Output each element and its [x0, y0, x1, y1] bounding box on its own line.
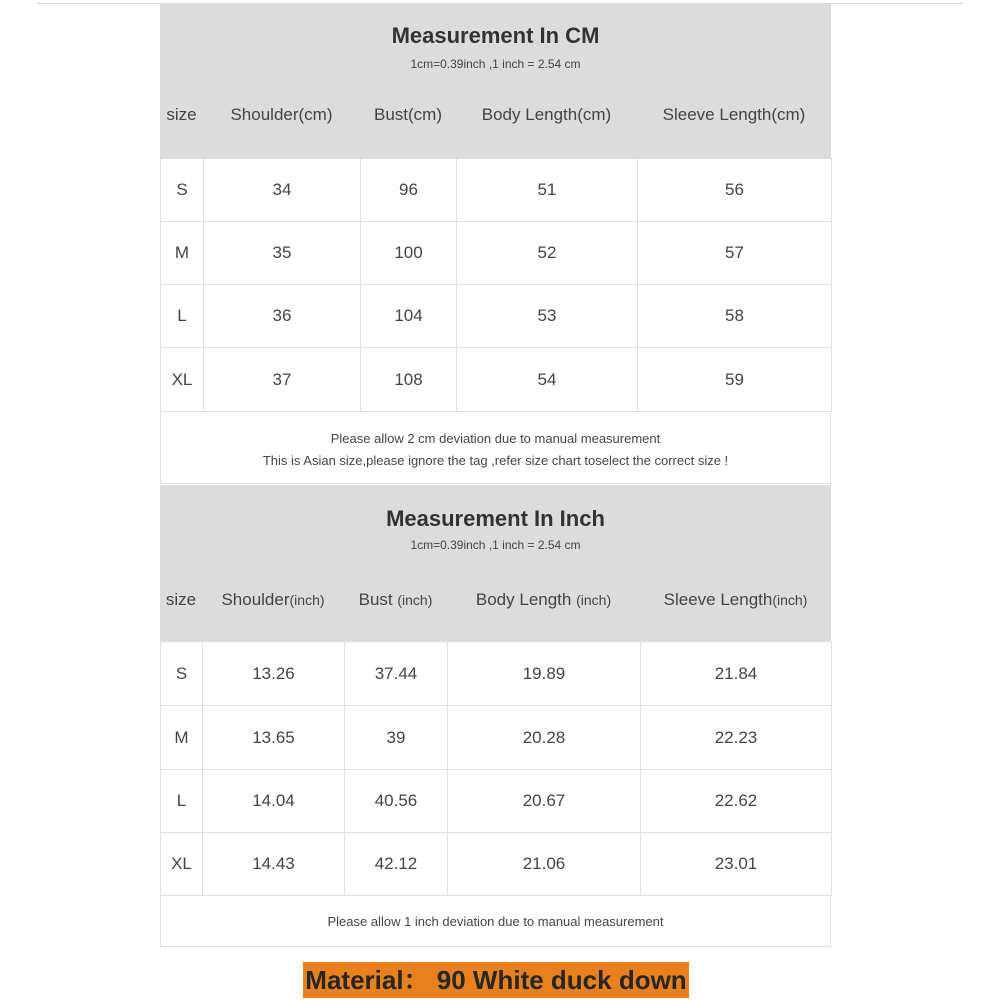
- cm-cell-shoulder: 37: [204, 348, 361, 412]
- cm-header-shoulder: Shoulder(cm): [230, 105, 333, 124]
- inch-header-bust-label: Bust: [358, 590, 398, 609]
- inch-cell-body-length: 20.67: [448, 770, 641, 833]
- material-banner: Material： 90 White duck down: [303, 962, 689, 998]
- inch-header-bust-unit: (inch): [397, 592, 433, 608]
- cm-cell-size: XL: [161, 348, 204, 412]
- inch-cell-size: XL: [161, 833, 203, 896]
- inch-header-body-length-unit: (inch): [576, 592, 612, 608]
- cm-header-size: size: [166, 105, 197, 124]
- cm-cell-size: S: [161, 159, 204, 222]
- inch-header-shoulder-unit: (inch): [289, 592, 325, 608]
- inch-cell-body-length: 19.89: [448, 642, 641, 706]
- inch-cell-bust: 39: [345, 706, 448, 770]
- table-row: [161, 159, 832, 222]
- table-row: [161, 770, 832, 833]
- inch-note-deviation: Please allow 1 inch deviation due to manual measurement: [327, 914, 664, 929]
- inch-header-body-length-label: Body Length: [475, 590, 577, 609]
- inch-cell-sleeve-length: 23.01: [641, 833, 832, 896]
- cm-header: [160, 4, 831, 158]
- cm-subtitle: 1cm=0.39inch ,1 inch = 2.54 cm: [410, 57, 581, 71]
- inch-header-shoulder: [202, 590, 344, 610]
- cm-cell-sleeve-length: 56: [638, 159, 832, 222]
- inch-title: Measurement In Inch: [386, 506, 605, 531]
- cm-cell-body-length: 51: [457, 159, 638, 222]
- cm-cell-shoulder: 34: [204, 159, 361, 222]
- cm-cell-bust: 100: [361, 222, 457, 285]
- inch-cell-shoulder: 14.43: [203, 833, 345, 896]
- inch-header-size-label: size: [165, 590, 197, 609]
- cm-cell-size: M: [161, 222, 204, 285]
- inch-cell-bust: 42.12: [345, 833, 448, 896]
- inch-cell-shoulder: 13.26: [203, 642, 345, 706]
- cm-header-body-length: Body Length(cm): [481, 105, 612, 124]
- cm-cell-shoulder: 36: [204, 285, 361, 348]
- inch-header-sleeve-length-label: Sleeve Length: [663, 590, 773, 609]
- cm-cell-size: L: [161, 285, 204, 348]
- cm-title: Measurement In CM: [391, 23, 600, 48]
- inch-column-headers: [160, 585, 831, 615]
- inch-header-size: [160, 590, 202, 610]
- table-row: [161, 222, 832, 285]
- cm-cell-sleeve-length: 58: [638, 285, 832, 348]
- inch-cell-sleeve-length: 21.84: [641, 642, 832, 706]
- inch-cell-sleeve-length: 22.23: [641, 706, 832, 770]
- inch-cell-bust: 37.44: [345, 642, 448, 706]
- table-row: [161, 706, 832, 770]
- cm-header-sleeve-length: Sleeve Length(cm): [662, 105, 806, 124]
- cm-note-asian-size: This is Asian size,please ignore the tag ,refer size chart toselect the correct size !: [262, 453, 729, 468]
- inch-note: [160, 896, 831, 947]
- inch-header-sleeve-length-unit: (inch): [772, 592, 808, 608]
- inch-header-body-length: [447, 590, 640, 610]
- cm-cell-sleeve-length: 57: [638, 222, 832, 285]
- cm-size-chart: [160, 4, 831, 484]
- inch-header: [160, 485, 831, 641]
- inch-cell-body-length: 20.28: [448, 706, 641, 770]
- cm-cell-body-length: 54: [457, 348, 638, 412]
- inch-cell-sleeve-length: 22.62: [641, 770, 832, 833]
- inch-cell-shoulder: 13.65: [203, 706, 345, 770]
- inch-cell-size: M: [161, 706, 203, 770]
- inch-header-sleeve-length: [640, 590, 831, 610]
- cm-cell-bust: 96: [361, 159, 457, 222]
- cm-note: [160, 412, 831, 484]
- cm-cell-bust: 104: [361, 285, 457, 348]
- cm-note-deviation: Please allow 2 cm deviation due to manual measurement: [330, 431, 661, 446]
- cm-cell-sleeve-length: 59: [638, 348, 832, 412]
- table-row: [161, 285, 832, 348]
- cm-column-headers: [160, 100, 831, 130]
- table-row: [161, 833, 832, 896]
- cm-table: [160, 158, 832, 412]
- cm-cell-bust: 108: [361, 348, 457, 412]
- inch-cell-shoulder: 14.04: [203, 770, 345, 833]
- cm-cell-shoulder: 35: [204, 222, 361, 285]
- inch-header-bust: [344, 590, 447, 610]
- table-row: [161, 348, 832, 412]
- inch-subtitle: 1cm=0.39inch ,1 inch = 2.54 cm: [410, 538, 581, 552]
- inch-cell-size: L: [161, 770, 203, 833]
- inch-header-shoulder-label: Shoulder: [221, 590, 290, 609]
- inch-cell-bust: 40.56: [345, 770, 448, 833]
- cm-header-bust: Bust(cm): [374, 105, 442, 124]
- inch-cell-size: S: [161, 642, 203, 706]
- inch-size-chart: [160, 485, 831, 947]
- cm-cell-body-length: 53: [457, 285, 638, 348]
- cm-cell-body-length: 52: [457, 222, 638, 285]
- table-row: [161, 642, 832, 706]
- inch-cell-body-length: 21.06: [448, 833, 641, 896]
- inch-table: [160, 641, 832, 896]
